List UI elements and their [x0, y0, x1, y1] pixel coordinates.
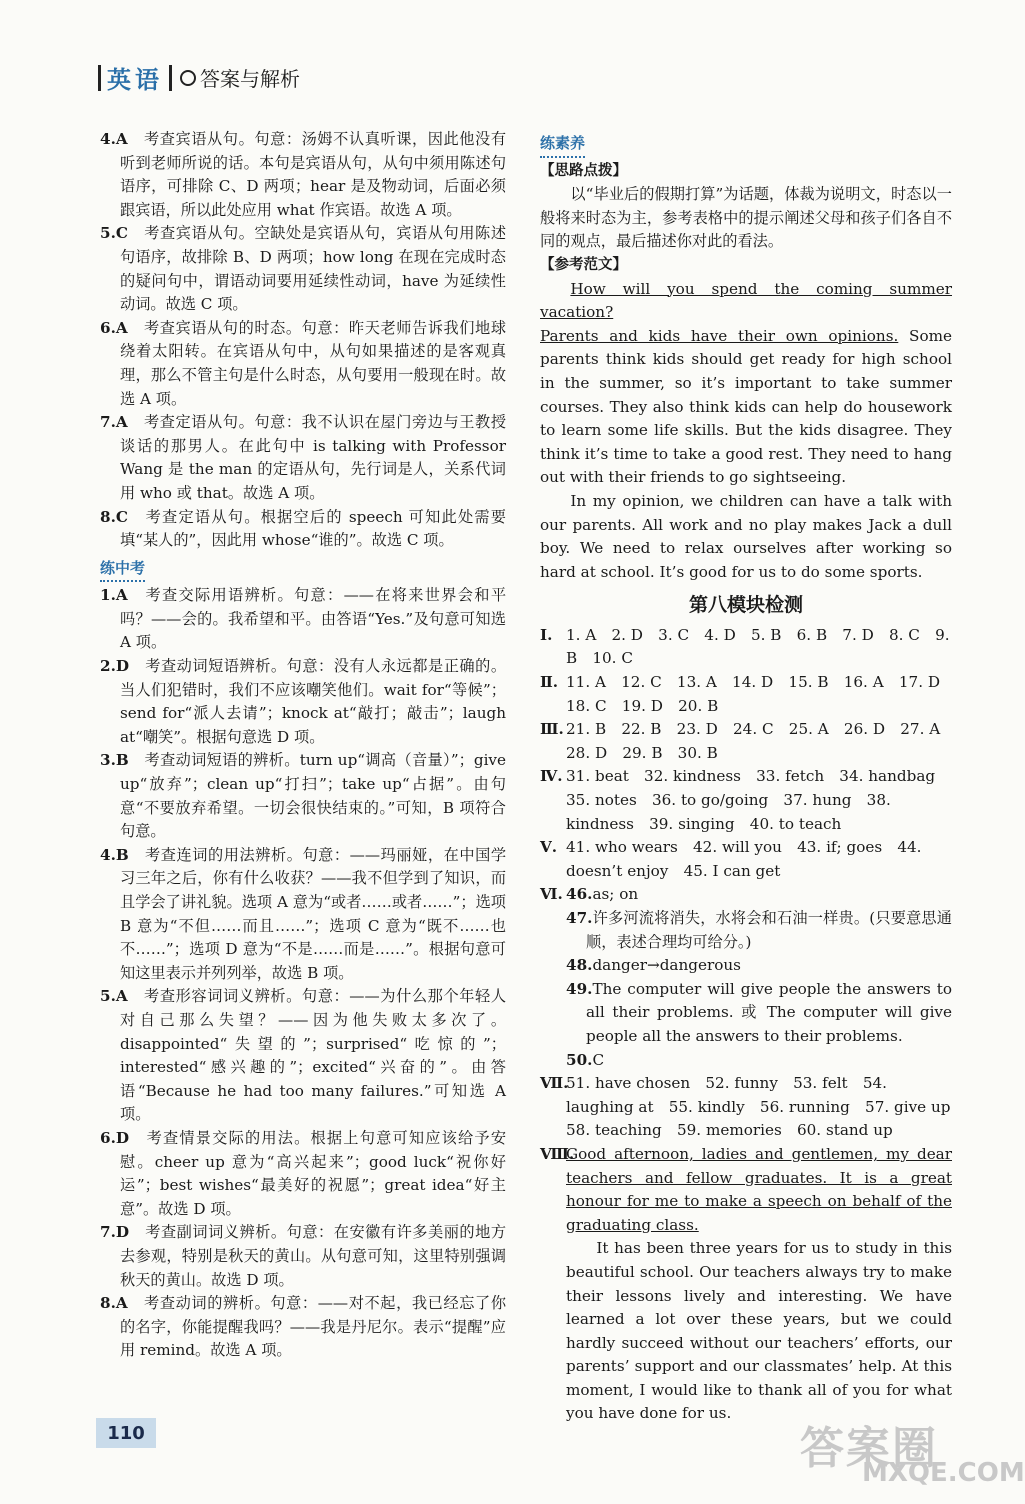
answer-number: 1.A: [100, 586, 128, 605]
answer-number: 47.: [566, 909, 593, 927]
answer-row-8: [540, 1143, 952, 1426]
answer-row-6: [540, 883, 952, 1072]
answer-item: [100, 655, 506, 749]
answer-number: 6.D: [100, 1128, 130, 1147]
row-content: 41. who wears 42. will you 43. if; goes 44. doesn’t enjoy 45. I can get: [566, 838, 922, 880]
answer-number: 49.: [566, 979, 593, 998]
answer-row: [540, 765, 952, 836]
answer-number: 46.: [566, 885, 593, 904]
answer-number: 6.A: [100, 318, 128, 337]
row-content: [566, 1143, 952, 1426]
answer-explanation: 考查宾语从句。句意：汤姆不认真听课，因此他没有听到老师所说的话。本句是宾语从句，从句中须用陈述句语序，可排除 C、D 两项；hear 是及物动词，后面必须跟宾语，所以此处应用 what 作宾语。故选 A 项。: [120, 130, 506, 219]
row-label: Ⅵ.: [540, 885, 563, 904]
answer-item: [566, 883, 952, 907]
circle-icon: [180, 70, 196, 86]
section-title: 练中考: [100, 557, 145, 583]
answer-number: 7.D: [100, 1223, 130, 1242]
answer-number: 8.C: [100, 507, 128, 526]
essay-underline-1: How will you spend the coming summer vacation?: [540, 279, 952, 322]
answer-number: 5.A: [100, 987, 128, 1006]
answer-explanation: The computer will give people the answers to all their problems. 或 The computer will give people all the answers to their problems.: [586, 979, 952, 1045]
answer-number: 50.: [566, 1050, 593, 1069]
answer-row: [540, 718, 956, 765]
header-title: 答案与解析: [200, 67, 300, 91]
answer-explanation: as; on: [592, 885, 639, 904]
page-number: 110: [96, 1418, 156, 1448]
answer-number: 4.A: [100, 130, 128, 148]
answer-row-7: [540, 1072, 966, 1143]
answer-explanation: 考查副词词义辨析。句意：在安徽有许多美丽的地方去参观，特别是秋天的黄山。从句意可知，这里特别强调秋天的黄山。故选 D 项。: [120, 1223, 506, 1289]
answer-explanation: 考查宾语从句的时态。句意：昨天老师告诉我们地球绕着太阳转。在宾语从句中，从句如果描述的是客观真理，那么不管主句是什么时态，从句要用一般现在时。故选 A 项。: [120, 318, 506, 408]
essay-underline-2: Parents and kids have their own opinions.: [540, 326, 899, 345]
answer-explanation: C: [592, 1050, 605, 1069]
answer-item: [100, 1127, 506, 1221]
answer-item: [100, 317, 506, 411]
row-content: 1. A 2. D 3. C 4. D 5. B 6. B 7. D 8. C 9. B 10. C: [566, 625, 950, 668]
answer-number: 48.: [566, 956, 593, 975]
answer-row: [540, 624, 952, 671]
row-label: Ⅰ.: [540, 625, 553, 644]
row-content: 11. A 12. C 13. A 14. D 15. B 16. A 17. D 18. C 19. D 20. B: [566, 673, 956, 715]
essay-text: Some parents think kids should get ready for high school in the summer, so it’s important to take summer courses. They also think kids can help do housework to learn some life skills. But the kids disagree. They think it’s time to take a good rest. They need to hang out with their friends to go sightseeing.: [540, 326, 952, 487]
watermark-logo: [800, 1412, 1025, 1494]
answer-list-2: [100, 584, 506, 1363]
section-title: 练素养: [540, 132, 585, 158]
answer-item: [100, 584, 506, 655]
right-column: [540, 128, 966, 1426]
answer-row: [540, 836, 952, 883]
thinking-text: 以“毕业后的假期打算”为话题，体裁为说明文，时态以一般将来时态为主，参考表格中的提示阐述父母和孩子们各自不同的观点，最后描述你对此的看法。: [540, 185, 952, 251]
answer-item: [100, 411, 506, 505]
watermark-url: MXQE.COM: [862, 1458, 1025, 1488]
answer-explanation: 考查宾语从句。空缺处是宾语从句，宾语从句用陈述句语序，故排除 B、D 两项；how long 在现在完成时态的疑问句中，谓语动词要用延续性动词，have 为延续性动词。故选 C 项。: [120, 224, 506, 314]
answer-row: [540, 671, 956, 718]
row-label: Ⅷ.: [540, 1144, 575, 1163]
answer-explanation: 考查动词短语辨析。句意：没有人永远都是正确的。当人们犯错时，我们不应该嘲笑他们。wait for“等候”；send for“派人去请”；knock at“敲打；敲击”；laugh at“嘲笑”。根据句意选 D 项。: [120, 657, 506, 746]
answer-number: 7.A: [100, 413, 128, 432]
thinking-label: 【思路点拨】: [540, 162, 627, 179]
answer-list-1: [100, 128, 506, 553]
subject-label: 英语: [107, 66, 163, 94]
answer-item: [566, 907, 952, 954]
page-header: [92, 60, 300, 95]
answer-number: 3.B: [100, 751, 129, 770]
answer-item: [566, 978, 952, 1049]
answer-explanation: 考查动词短语的辨析。turn up“调高（音量）”；give up“放弃”；clean up“打扫”；take up“占据”。由句意“不要放弃希望。一切会很快结束的。”可知，B 项符合句意。: [120, 751, 506, 841]
row-content: [566, 883, 952, 1072]
divider: [169, 65, 172, 91]
model-label: 【参考范文】: [540, 256, 627, 273]
row-label: Ⅶ.: [540, 1074, 569, 1093]
answer-item: [566, 954, 952, 978]
row-content: 21. B 22. B 23. D 24. C 25. A 26. D 27. A 28. D 29. B 30. B: [566, 720, 956, 762]
answer-number: 5.C: [100, 224, 128, 243]
left-column: [100, 128, 506, 1363]
row-label: Ⅲ.: [540, 720, 564, 739]
answer-explanation: 考查定语从句。根据空后的 speech 可知此处需要填“某人的”，因此用 whose“谁的”。故选 C 项。: [120, 507, 506, 550]
answer-explanation: 考查情景交际的用法。根据上句意可知应该给予安慰。cheer up 意为“高兴起来”；good luck“祝你好运”；best wishes“最美好的祝愿”；great idea“好主意”。故选 D 项。: [120, 1128, 506, 1218]
answer-number: 8.A: [100, 1294, 128, 1313]
answer-item: [100, 844, 506, 986]
answer-explanation: 考查形容词词义辨析。句意：——为什么那个年轻人对自己那么失望？——因为他失败太多次了。disappointed“失望的”；surprised“吃惊的”；interested“感兴趣的”；excited“兴奋的”。由答语“Because he had too many failures.”可知选 A 项。: [120, 987, 506, 1124]
answer-explanation: 考查动词的辨析。句意：——对不起，我已经忘了你的名字，你能提醒我吗？——我是丹尼尔。表示“提醒”应用 remind。故选 A 项。: [120, 1294, 506, 1360]
row-label: Ⅴ.: [540, 838, 558, 857]
watermark-text: 答案圈: [800, 1423, 938, 1474]
answer-rows: [540, 624, 956, 884]
answer-item: [100, 1221, 506, 1292]
module-title: 第八模块检测: [688, 594, 803, 617]
answer-explanation: 考查定语从句。句意：我不认识在屋门旁边与王教授谈话的那男人。在此句中 is talking with Professor Wang 是 the man 的定语从句，先行词是人，关系代词用 who 或 that。故选 A 项。: [120, 413, 506, 502]
answer-item: [100, 749, 506, 843]
essay-title-line: [540, 278, 952, 325]
speech-underline: Good afternoon, ladies and gentlemen, my dear teachers and fellow graduates. It is a great honour for me to make a speech on behalf of the graduating class.: [566, 1144, 952, 1234]
answer-explanation: 许多河流将消失，水将会和石油一样贵。(只要意思通顺，表述合理均可给分。): [586, 909, 952, 951]
answer-explanation: danger→dangerous: [592, 956, 741, 975]
divider: [98, 65, 101, 91]
answer-item: [100, 506, 506, 553]
row-content: 51. have chosen 52. funny 53. felt 54. laughing at 55. kindly 56. running 57. give up 58. teaching 59. memories 60. stand up: [566, 1074, 966, 1140]
essay-paragraph-2: In my opinion, we children can have a talk with our parents. All work and no play makes Jack a dull boy. We need to relax ourselves after working so hard at school. It’s good for us to do some sports.: [540, 491, 952, 581]
row-content: 31. beat 32. kindness 33. fetch 34. handbag 35. notes 36. to go/going 37. hung 38. kindness 39. singing 40. to teach: [566, 767, 951, 833]
answer-explanation: 考查连词的用法辨析。句意：——玛丽娅，在中国学习三年之后，你有什么收获？——我不但学到了知识，而且学会了讲礼貌。选项 A 意为“或者……或者……”；选项 B 意为“不但……而且……”；选项 C 意为“既不……也不……”；选项 D 意为“不是……而是……”。根据句意可知这里表示并列列举，故选 B 项。: [120, 845, 506, 982]
answer-number: 2.D: [100, 657, 130, 676]
answer-number: 4.B: [100, 845, 129, 864]
essay-paragraph-1: [540, 325, 952, 490]
answer-item: [566, 1049, 952, 1073]
answer-item: [100, 222, 506, 316]
speech-opening: [566, 1143, 952, 1237]
answer-item: [100, 128, 506, 222]
answer-item: [100, 985, 506, 1127]
speech-body: It has been three years for us to study in this beautiful school. Our teachers always try to make their lessons lively and interesting. We have learned a lot over these years, but we could hardly succeed without our teachers’ efforts, our parents’ support and our classmates’ help. At this moment, I would like to thank all of you for what you have done for us.: [566, 1239, 952, 1423]
answer-item: [100, 1292, 506, 1363]
answer-explanation: 考查交际用语辨析。句意：——在将来世界会和平吗？——会的。我希望和平。由答语“Yes.”及句意可知选 A 项。: [120, 586, 506, 652]
row-label: Ⅱ.: [540, 673, 559, 692]
row-label: Ⅳ.: [540, 767, 563, 786]
